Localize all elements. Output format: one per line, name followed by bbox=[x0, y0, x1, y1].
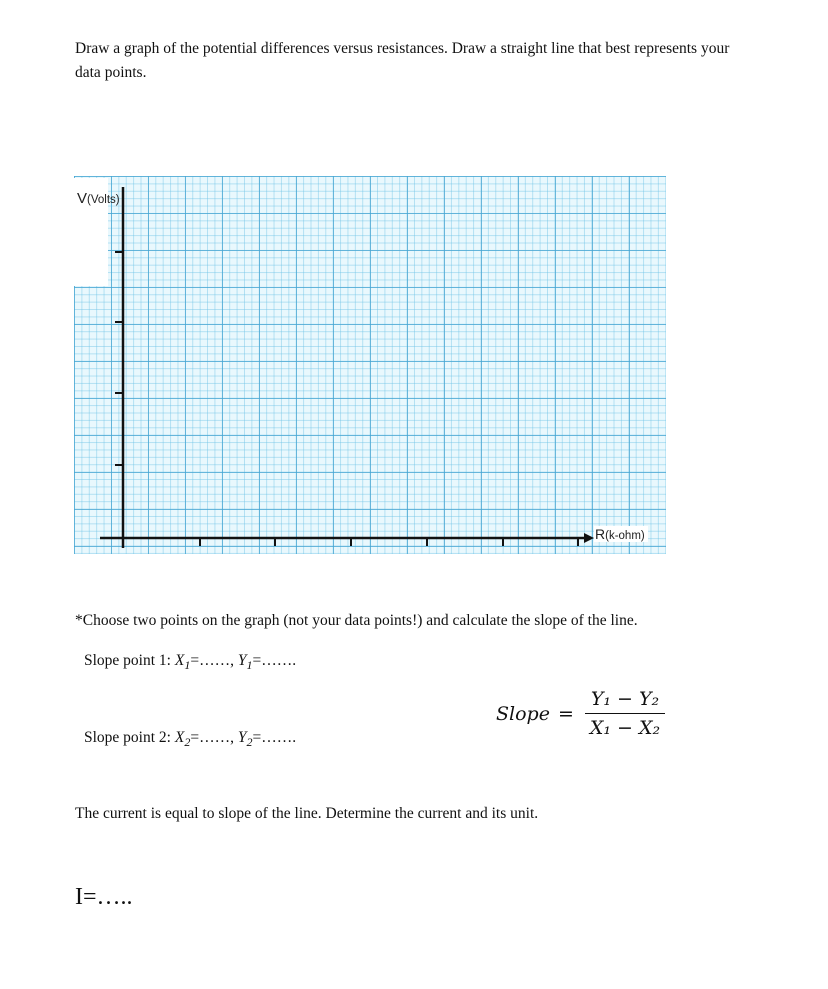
slope-formula-equals: = bbox=[557, 702, 574, 725]
choose-points-instructions: *Choose two points on the graph (not your data points!) and calculate the slope of the line. bbox=[75, 612, 638, 629]
slope-formula-lhs: Slope bbox=[496, 702, 550, 725]
slope-point-2-prefix: Slope point 2: bbox=[84, 729, 175, 746]
y-axis-label bbox=[77, 190, 120, 207]
current-answer-prompt: I=….. bbox=[75, 884, 133, 910]
y-axis-label-unit: (Volts) bbox=[87, 194, 120, 206]
x-axis-label-unit: (k-ohm) bbox=[605, 530, 645, 542]
y1-blank: =……. bbox=[252, 652, 297, 669]
y2-symbol: Y bbox=[237, 729, 247, 746]
x1-subscript: 1 bbox=[184, 658, 191, 673]
x2-blank: =……, bbox=[190, 729, 238, 746]
slope-denominator: X₁ − X₂ bbox=[589, 717, 661, 739]
slope-point-1 bbox=[84, 652, 296, 673]
x1-blank: =……, bbox=[190, 652, 238, 669]
current-instructions: The current is equal to slope of the line. Determine the current and its unit. bbox=[75, 805, 539, 822]
y-axis-label-symbol: V bbox=[77, 190, 88, 207]
slope-point-1-prefix: Slope point 1: bbox=[84, 652, 175, 669]
x-axis-label bbox=[594, 526, 648, 542]
x1-symbol: X bbox=[174, 652, 185, 669]
slope-formula bbox=[496, 688, 666, 739]
slope-numerator: Y₁ − Y₂ bbox=[585, 688, 665, 714]
y1-symbol: Y bbox=[237, 652, 247, 669]
slope-point-2 bbox=[84, 729, 296, 750]
slope-fraction bbox=[584, 688, 666, 739]
y2-blank: =……. bbox=[252, 729, 297, 746]
y1-subscript: 1 bbox=[246, 658, 253, 673]
x-axis-label-symbol: R bbox=[595, 526, 606, 542]
graph-instructions: Draw a graph of the potential differences versus resistances. Draw a straight line that best represents your data points. bbox=[75, 40, 730, 81]
x-axis-arrowhead bbox=[584, 533, 594, 543]
x2-symbol: X bbox=[174, 729, 185, 746]
y2-subscript: 2 bbox=[246, 735, 253, 750]
x2-subscript: 2 bbox=[184, 735, 191, 750]
